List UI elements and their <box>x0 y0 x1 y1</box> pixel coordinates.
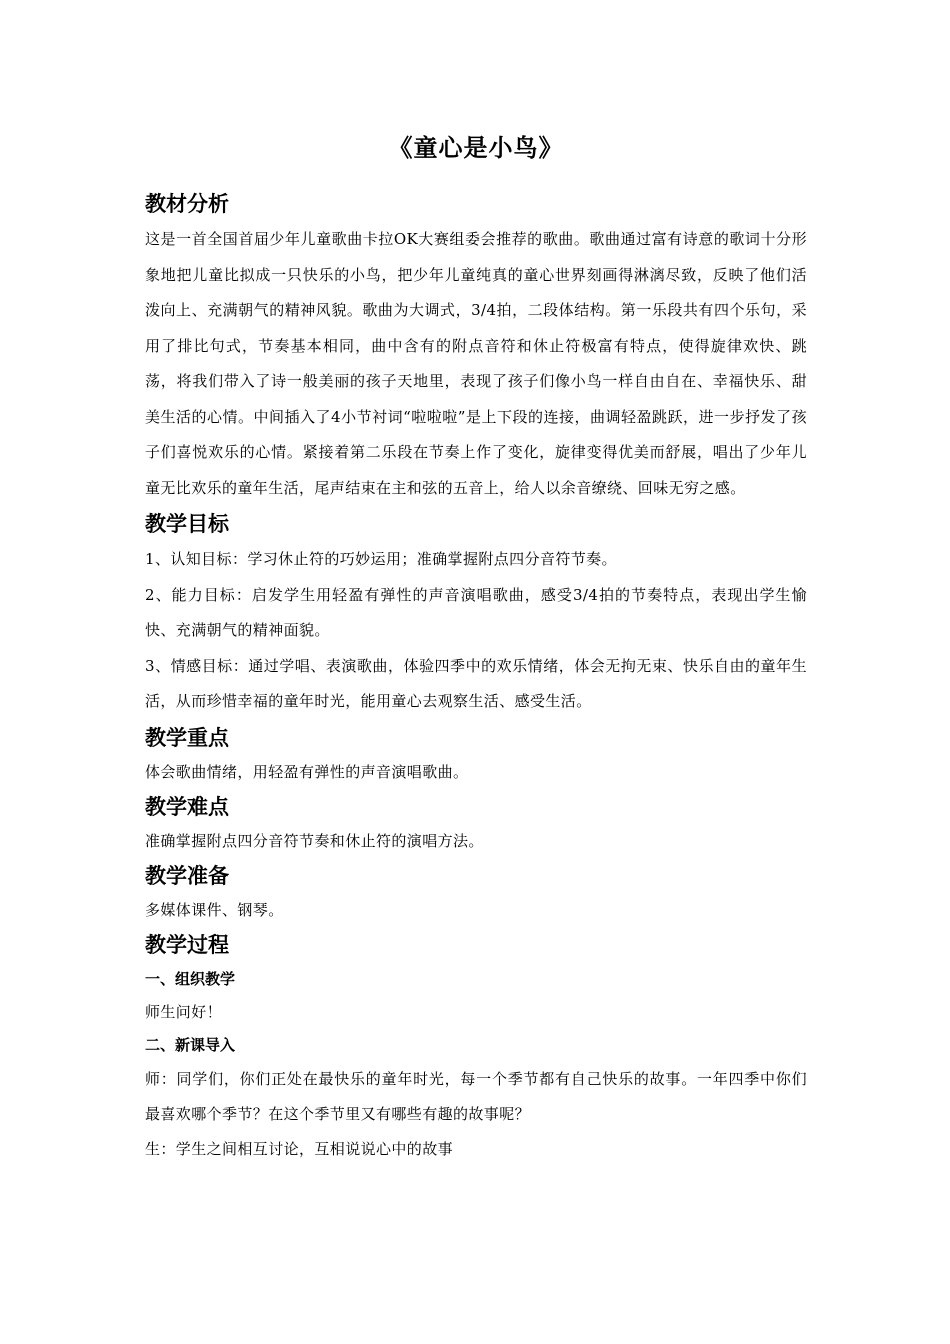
goal-item-2: 2、能力目标：启发学生用轻盈有弹性的声音演唱歌曲，感受3/4拍的节奏特点，表现出学生愉快、充满朝气的精神面貌。 <box>145 585 807 639</box>
page-title: 《童心是小鸟》 <box>388 134 564 162</box>
heading-key-points: 教学重点 <box>145 725 229 750</box>
heading-difficulties: 教学难点 <box>145 794 229 819</box>
difficulties-text: 准确掌握附点四分音符节奏和休止符的演唱方法。 <box>145 831 484 850</box>
subheading-organize: 一、组织教学 <box>145 969 236 988</box>
intro-teacher-text: 师：同学们，你们正处在最快乐的童年时光，每一个季节都有自己快乐的故事。一年四季中你们最喜欢哪个季节？在这个季节里又有哪些有趣的故事呢？ <box>145 1069 807 1123</box>
goal-item-3: 3、情感目标：通过学唱、表演歌曲，体验四季中的欢乐情绪，体会无拘无束、快乐自由的童年生活，从而珍惜幸福的童年时光，能用童心去观察生活、感受生活。 <box>145 656 807 710</box>
heading-process: 教学过程 <box>145 932 229 957</box>
heading-goals: 教学目标 <box>145 512 229 536</box>
heading-analysis: 教材分析 <box>145 192 229 216</box>
analysis-paragraph: 这是一首全国首届少年儿童歌曲卡拉OK大赛组委会推荐的歌曲。歌曲通过富有诗意的歌词十分形象地把儿童比拟成一只快乐的小鸟，把少年儿童纯真的童心世界刻画得淋漓尽致，反映了他们活泼向上、充满朝气的精神风貌。歌曲为大调式，3/4拍，二段体结构。第一乐段共有四个乐句，采用了排比句式，节奏基本相同，曲中含有的附点音符和休止符极富有特点，使得旋律欢快、跳荡，将我们带入了诗一般美丽的孩子天地里，表现了孩子们像小鸟一样自由自在、幸福快乐、甜美生活的心情。中间插入了4小节衬词“啦啦啦”是上下段的连接，曲调轻盈跳跃，进一步抒发了孩子们喜悦欢乐的心情。紧接着第二乐段在节奏上作了变化，旋律变得优美而舒展，唱出了少年儿童无比欢乐的童年生活，尾声结束在主和弦的五音上，给人以余音缭绕、回味无穷之感。 <box>145 230 807 497</box>
document-page <box>145 126 807 1166</box>
subheading-intro: 二、新课导入 <box>145 1035 236 1054</box>
heading-preparation: 教学准备 <box>145 863 229 888</box>
key-points-text: 体会歌曲情绪，用轻盈有弹性的声音演唱歌曲。 <box>145 762 469 781</box>
preparation-text: 多媒体课件、钢琴。 <box>145 900 284 919</box>
intro-student-text: 生：学生之间相互讨论，互相说说心中的故事 <box>145 1139 454 1158</box>
goal-item-1: 1、认知目标：学习休止符的巧妙运用；准确掌握附点四分音符节奏。 <box>145 550 617 568</box>
organize-text: 师生问好！ <box>145 1002 223 1021</box>
